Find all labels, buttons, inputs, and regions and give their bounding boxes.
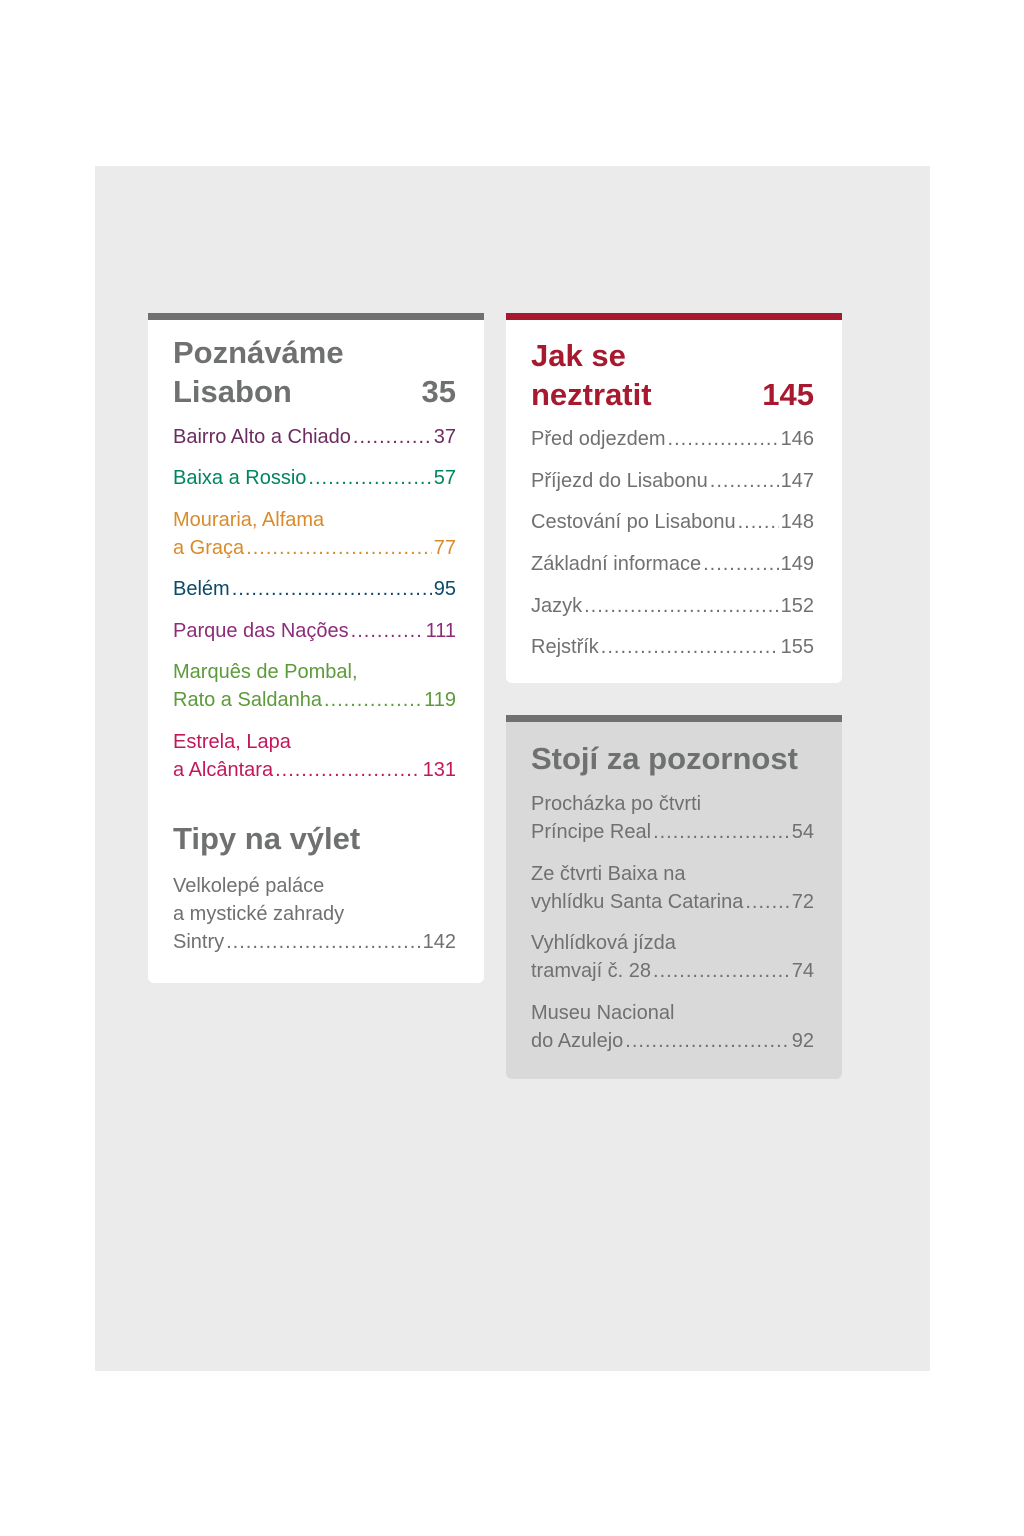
entry-label: Velkolepé paláce bbox=[173, 875, 325, 897]
entry-line bbox=[531, 888, 814, 916]
dot-leader bbox=[745, 888, 789, 916]
entry-page-number: 152 bbox=[780, 595, 814, 617]
dot-leader bbox=[653, 957, 790, 985]
entry-label: Parque das Nações bbox=[173, 620, 349, 642]
entry-line bbox=[173, 617, 456, 645]
entry-line bbox=[531, 1027, 814, 1055]
entry-label: Bairro Alto a Chiado bbox=[173, 426, 351, 448]
entry-label: Před odjezdem bbox=[531, 428, 666, 450]
toc-entry[interactable] bbox=[531, 633, 814, 661]
entry-label: Príncipe Real bbox=[531, 821, 652, 843]
entry-label: Rejstřík bbox=[531, 636, 599, 658]
toc-entry[interactable] bbox=[531, 425, 814, 453]
toc-entry[interactable] bbox=[531, 929, 814, 985]
dot-leader bbox=[226, 928, 421, 956]
toc-entry[interactable] bbox=[531, 467, 814, 495]
entry-label: Cestování po Lisabonu bbox=[531, 511, 736, 533]
entry-line bbox=[531, 467, 814, 495]
toc-entry[interactable] bbox=[531, 508, 814, 536]
heading-page-number: 145 bbox=[762, 377, 814, 412]
entry-label: Museu Nacional bbox=[531, 1002, 675, 1024]
entry-label: do Azulejo bbox=[531, 1030, 624, 1052]
toc-entry[interactable] bbox=[531, 550, 814, 578]
entry-line bbox=[531, 957, 814, 985]
entry-line bbox=[173, 872, 456, 900]
entry-page-number: 72 bbox=[791, 891, 814, 913]
dot-leader bbox=[232, 575, 432, 603]
entry-page-number: 147 bbox=[780, 470, 814, 492]
entry-page-number: 37 bbox=[433, 426, 456, 448]
entry-page-number: 54 bbox=[791, 821, 814, 843]
entry-page-number: 155 bbox=[780, 636, 814, 658]
section-heading-tipy bbox=[173, 819, 456, 858]
toc-entry[interactable] bbox=[531, 790, 814, 846]
heading-page-number: 35 bbox=[421, 374, 456, 409]
entry-label: Ze čtvrti Baixa na bbox=[531, 863, 686, 885]
entry-label: Estrela, Lapa bbox=[173, 731, 291, 753]
entry-line bbox=[531, 790, 814, 818]
heading-line: Poznáváme bbox=[173, 335, 344, 370]
entry-page-number: 57 bbox=[433, 467, 456, 489]
entry-page-number: 119 bbox=[424, 689, 456, 711]
entry-page-number: 92 bbox=[791, 1030, 814, 1052]
entry-label: Procházka po čtvrti bbox=[531, 793, 702, 815]
entry-line bbox=[531, 633, 814, 661]
toc-entry[interactable] bbox=[173, 658, 456, 714]
dot-leader bbox=[308, 464, 431, 492]
entry-line bbox=[173, 756, 456, 784]
toc-card-poznavame bbox=[148, 313, 484, 983]
entry-page-number: 146 bbox=[780, 428, 814, 450]
entry-label: Vyhlídková jízda bbox=[531, 932, 676, 954]
entry-label: Základní informace bbox=[531, 553, 702, 575]
toc-entry[interactable] bbox=[173, 464, 456, 492]
entry-line bbox=[173, 728, 456, 756]
entry-line bbox=[173, 928, 456, 956]
heading-line: Jak se bbox=[531, 338, 626, 373]
toc-entry[interactable] bbox=[173, 423, 456, 451]
entry-page-number: 142 bbox=[422, 931, 456, 953]
card-top-bar bbox=[506, 313, 842, 320]
toc-entry[interactable] bbox=[531, 860, 814, 916]
entry-page-number: 131 bbox=[422, 759, 456, 781]
entry-line bbox=[173, 464, 456, 492]
dot-leader bbox=[668, 425, 779, 453]
dot-leader bbox=[738, 508, 779, 536]
entry-label: Baixa a Rossio bbox=[173, 467, 307, 489]
entry-line bbox=[531, 550, 814, 578]
toc-entry[interactable] bbox=[531, 999, 814, 1055]
entry-line bbox=[531, 592, 814, 620]
heading-line: Lisabon bbox=[173, 374, 292, 409]
entry-label: Mouraria, Alfama bbox=[173, 509, 325, 531]
entry-label: Rato a Saldanha bbox=[173, 689, 323, 711]
entry-line bbox=[173, 686, 456, 714]
heading-line: neztratit bbox=[531, 377, 652, 412]
entry-label: Příjezd do Lisabonu bbox=[531, 470, 708, 492]
heading-line: Stojí za pozornost bbox=[531, 741, 798, 776]
heading-line: Tipy na výlet bbox=[173, 821, 361, 856]
entry-line bbox=[173, 658, 456, 686]
dot-leader bbox=[275, 756, 421, 784]
card-top-bar bbox=[506, 715, 842, 722]
entry-page-number: 77 bbox=[433, 537, 456, 559]
entry-line bbox=[531, 818, 814, 846]
entry-line bbox=[173, 506, 456, 534]
toc-entry[interactable] bbox=[173, 506, 456, 562]
entry-page-number: 95 bbox=[433, 578, 456, 600]
section-heading-poznavame bbox=[173, 333, 456, 411]
dot-leader bbox=[324, 686, 422, 714]
toc-card-jak-se-neztratit bbox=[506, 313, 842, 683]
entry-line bbox=[531, 860, 814, 888]
dot-leader bbox=[584, 592, 779, 620]
toc-entry[interactable] bbox=[173, 728, 456, 784]
section-heading-jak bbox=[531, 336, 814, 414]
entry-page-number: 148 bbox=[780, 511, 814, 533]
entry-label: a Alcântara bbox=[173, 759, 274, 781]
card-top-bar bbox=[148, 313, 484, 320]
toc-entry[interactable] bbox=[173, 872, 456, 956]
entry-label: Marquês de Pombal, bbox=[173, 661, 358, 683]
entry-line bbox=[531, 508, 814, 536]
entry-label: Belém bbox=[173, 578, 230, 600]
entry-line bbox=[173, 575, 456, 603]
dot-leader bbox=[351, 617, 424, 645]
dot-leader bbox=[703, 550, 779, 578]
entry-label: tramvají č. 28 bbox=[531, 960, 652, 982]
entry-line bbox=[173, 900, 456, 928]
dot-leader bbox=[353, 423, 432, 451]
entry-line bbox=[531, 425, 814, 453]
entry-label: Jazyk bbox=[531, 595, 583, 617]
entry-line bbox=[173, 423, 456, 451]
entry-label: a Graça bbox=[173, 537, 245, 559]
entry-label: vyhlídku Santa Catarina bbox=[531, 891, 744, 913]
dot-leader bbox=[246, 534, 432, 562]
entry-line bbox=[531, 999, 814, 1027]
entry-line bbox=[173, 534, 456, 562]
entry-label: a mystické zahrady bbox=[173, 903, 345, 925]
toc-entry[interactable] bbox=[531, 592, 814, 620]
dot-leader bbox=[625, 1027, 789, 1055]
toc-card-stoji-za-pozornost bbox=[506, 715, 842, 1079]
entry-line bbox=[531, 929, 814, 957]
dot-leader bbox=[710, 467, 779, 495]
entry-page-number: 149 bbox=[780, 553, 814, 575]
entry-label: Sintry bbox=[173, 931, 225, 953]
toc-entry[interactable] bbox=[173, 617, 456, 645]
dot-leader bbox=[653, 818, 790, 846]
entry-page-number: 111 bbox=[425, 620, 456, 642]
dot-leader bbox=[601, 633, 779, 661]
section-heading-stoji bbox=[531, 739, 814, 778]
entry-page-number: 74 bbox=[791, 960, 814, 982]
toc-entry[interactable] bbox=[173, 575, 456, 603]
